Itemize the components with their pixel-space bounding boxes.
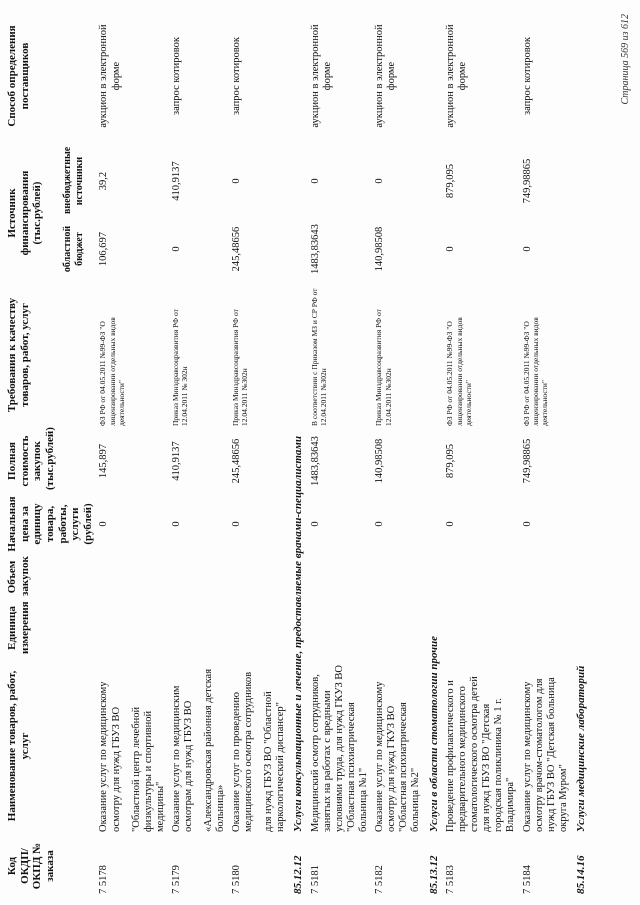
- table-row: [520, 7, 572, 897]
- col-code: Код ОКДП/ ОКПД № заказа: [6, 842, 56, 890]
- row-method: запрос котировок: [170, 37, 182, 115]
- section-title: Услуги консультационные и лечение, предоставляемые врачами-специалистами: [292, 435, 305, 832]
- col-method: Способ определения поставщиков: [6, 25, 31, 127]
- row-method: аукцион в электронной форме: [309, 24, 333, 128]
- row-volume: [520, 555, 572, 599]
- row-extra: 39,2: [98, 171, 110, 191]
- row-method: аукцион в электронной форме: [445, 24, 469, 128]
- col-volume: Объем закупок: [6, 556, 31, 596]
- row-code: 7 5182: [374, 865, 386, 894]
- table-row: [96, 7, 168, 897]
- row-code: 7 5181: [309, 865, 321, 894]
- row-req: Приказ Минздравсоцразвития РФ от 12.04.2011 №302н: [231, 309, 250, 426]
- row-price: 0: [309, 521, 321, 527]
- row-req: ФЗ РФ от 04.05.2011 №99-ФЗ "О лицензировании отдельных видов деятельности": [445, 317, 473, 426]
- header-row: [4, 7, 60, 897]
- row-code: 7 5179: [170, 865, 182, 894]
- row-unit: [229, 599, 289, 657]
- row-total: 410,9137: [170, 441, 182, 481]
- row-unit: [308, 599, 372, 657]
- col-fin-extra: внебюджетные источники: [62, 146, 85, 214]
- row-req: В соответствии с Приказом МЗ и СР РФ от 12.04.2011 №302н: [309, 288, 329, 426]
- row-regional: 0: [521, 246, 533, 252]
- row-method: запрос котировок: [231, 37, 243, 115]
- row-price: 0: [98, 521, 110, 527]
- row-code: 7 5184: [521, 865, 533, 894]
- row-name: [169, 657, 229, 835]
- section-row: [572, 7, 591, 897]
- row-extra: 0: [309, 178, 321, 184]
- row-unit: [169, 599, 229, 657]
- row-name-org: "Областной центр лечебной физкультуры и спортивной медицины": [130, 706, 166, 832]
- row-volume: [372, 555, 424, 599]
- row-regional: 1483,83643: [309, 224, 321, 274]
- row-name-text: Оказание услуг по медицинскому осмотру для нужд ГБУЗ ВО: [98, 681, 122, 832]
- row-regional: 0: [170, 246, 182, 252]
- row-unit: [520, 599, 572, 657]
- row-volume: [96, 555, 168, 599]
- row-regional: 106,697: [98, 231, 110, 267]
- row-code: 7 5183: [445, 865, 457, 894]
- row-regional: 245,48656: [231, 226, 243, 272]
- row-name-text: Оказание услуг по проведению медицинского осмотра сотрудников: [231, 671, 255, 832]
- row-extra: 410,9137: [170, 161, 182, 201]
- row-volume: [169, 555, 229, 599]
- row-name-org: «Александровская районная детская больница»: [202, 668, 226, 832]
- row-total: 879,095: [445, 443, 457, 479]
- row-name: Оказание услуг по медицинскому осмотру врачом-стоматологом для нужд ГБУЗ ВО "Детская больница округа Муром": [521, 677, 569, 832]
- row-name: Проведение профилактического и предварительного медицинского стоматологического осмотра детей для нужд ГБУЗ ВО "Детская городская поликлиника № 1 г. Владимира": [445, 676, 517, 832]
- row-price: 0: [445, 521, 457, 527]
- row-name-org: для нужд ГБУЗ ВО "Областной наркологический диспансер": [263, 691, 287, 832]
- row-code: 7 5180: [231, 865, 243, 894]
- row-total: 245,48656: [231, 438, 243, 484]
- section-code: 85.14.16: [574, 855, 587, 894]
- row-name: [96, 657, 168, 835]
- row-req: Приказ Минздравсоцразвития РФ от 12.04.2011 №302н: [374, 309, 393, 426]
- page-number: Страница 569 из 612: [620, 14, 631, 105]
- row-method: аукцион в электронной форме: [98, 24, 122, 128]
- row-total: 749,98865: [521, 438, 533, 484]
- row-regional: 0: [445, 246, 457, 252]
- col-fin-regional: областной бюджет: [62, 225, 85, 273]
- col-req: Требования к качеству товаров, работ, услуг: [6, 297, 31, 413]
- row-unit: [443, 599, 519, 657]
- row-method: запрос котировок: [521, 37, 533, 115]
- row-code: 7 5178: [98, 865, 110, 894]
- col-price: Начальная цена за единицу товара, работы, услуги (рублей): [6, 496, 94, 552]
- section-code: 85.12.12: [292, 855, 305, 894]
- col-fin: Источник финансирования (тыс.рублей): [6, 170, 44, 256]
- row-total: 145,897: [98, 443, 110, 479]
- table-row: [229, 7, 289, 897]
- col-name: Наименование товаров, работ, услуг: [6, 670, 31, 822]
- row-name: Медицинский осмотр сотрудников, занятых на работах с вредными условиями труда, для нужд ГКУЗ ВО "Областная психиатрическая больница №1": [309, 665, 370, 832]
- row-extra: 749,98865: [521, 158, 533, 204]
- row-extra: 0: [231, 178, 243, 184]
- row-price: 0: [521, 521, 533, 527]
- table-row: [443, 7, 519, 897]
- row-req: ФЗ РФ от 04.05.2011 №99-ФЗ "О лицензировании отдельных видов деятельности": [98, 317, 127, 426]
- section-code: 85.13.12: [427, 855, 440, 894]
- row-price: 0: [170, 521, 182, 527]
- procurement-table: [4, 7, 590, 897]
- row-total: 140,98508: [374, 438, 386, 484]
- row-method: аукцион в электронной форме: [374, 24, 398, 128]
- row-req: ФЗ РФ от 04.05.2011 №99-ФЗ "О лицензировании отдельных видов деятельности": [521, 317, 550, 426]
- row-price: 0: [231, 521, 243, 527]
- row-unit: [96, 599, 168, 657]
- table-row: [169, 7, 229, 897]
- row-volume: [229, 555, 289, 599]
- section-row: [425, 7, 444, 897]
- row-extra: 0: [374, 178, 386, 184]
- row-name: [229, 657, 289, 835]
- row-name: Оказание услуг по медицинскому осмотру для нужд ГКУЗ ВО "Областная психиатрическая больница №2": [374, 681, 422, 832]
- row-unit: [372, 599, 424, 657]
- row-regional: 140,98508: [374, 226, 386, 272]
- row-volume: [443, 555, 519, 599]
- section-title: Услуги медицинские лабораторий: [574, 665, 587, 832]
- table-row: [308, 7, 372, 897]
- row-name-text: Оказание услуг по медицинским осмотрам для нужд ГБУЗ ВО: [170, 685, 194, 832]
- row-req: Приказ Минздравсоцразвития РФ от 12.04.2011 № 302н: [170, 309, 190, 426]
- section-row: [289, 7, 308, 897]
- section-title: Услуги в области стоматологии прочие: [427, 635, 440, 832]
- col-total: Полная стоимость закупок (тыс.рублей): [6, 427, 56, 490]
- row-volume: [308, 555, 372, 599]
- col-unit: Единица измерения: [6, 601, 31, 654]
- table-row: [372, 7, 424, 897]
- row-extra: 879,095: [445, 163, 457, 199]
- row-total: 1483,83643: [309, 436, 321, 486]
- row-price: 0: [374, 521, 386, 527]
